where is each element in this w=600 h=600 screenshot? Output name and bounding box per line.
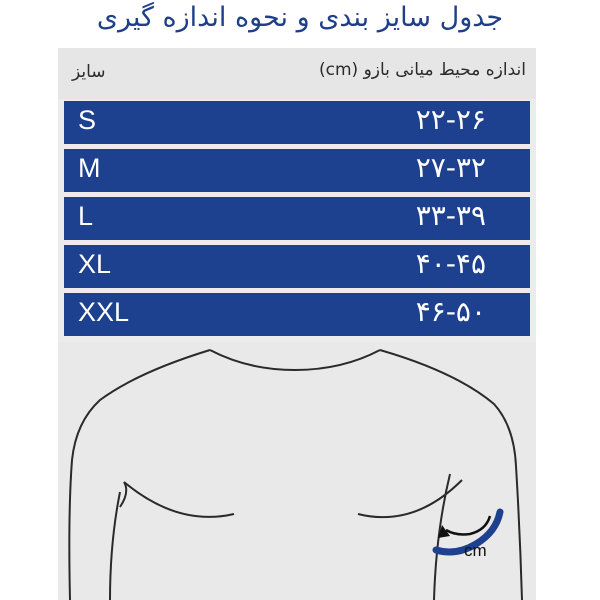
table-row bbox=[64, 245, 530, 288]
size-cell: XXL bbox=[78, 297, 130, 327]
armpit-left bbox=[120, 482, 126, 507]
unit-label: cm bbox=[464, 541, 487, 560]
range-cell: ۲۲-۲۶ bbox=[415, 103, 486, 136]
size-cell: S bbox=[78, 105, 97, 135]
left-arm-outline bbox=[69, 350, 210, 600]
range-cell: ۳۳-۳۹ bbox=[415, 199, 486, 232]
chest-left-contour bbox=[124, 482, 234, 517]
table-header bbox=[58, 48, 536, 99]
header-measure-label: اندازه محیط میانی بازو (cm) bbox=[318, 60, 526, 80]
table-row bbox=[64, 293, 530, 336]
size-cell: L bbox=[78, 201, 94, 231]
size-cell: XL bbox=[78, 249, 112, 279]
range-cell: ۴۶-۵۰ bbox=[415, 295, 486, 328]
neck-outline bbox=[210, 350, 380, 370]
torso-illustration bbox=[58, 342, 536, 600]
table-row bbox=[64, 197, 530, 240]
right-arm-outline bbox=[380, 350, 522, 600]
table-row bbox=[64, 101, 530, 144]
left-inner-arm bbox=[110, 492, 120, 600]
range-cell: ۴۰-۴۵ bbox=[415, 247, 486, 280]
size-table bbox=[58, 48, 536, 342]
page-title: جدول سایز بندی و نحوه اندازه گیری bbox=[96, 2, 504, 33]
header-size-label: سایز bbox=[72, 62, 106, 82]
size-cell: M bbox=[78, 153, 101, 183]
table-row bbox=[64, 149, 530, 192]
measure-arrow bbox=[446, 516, 490, 535]
range-cell: ۲۷-۳۲ bbox=[415, 151, 486, 184]
